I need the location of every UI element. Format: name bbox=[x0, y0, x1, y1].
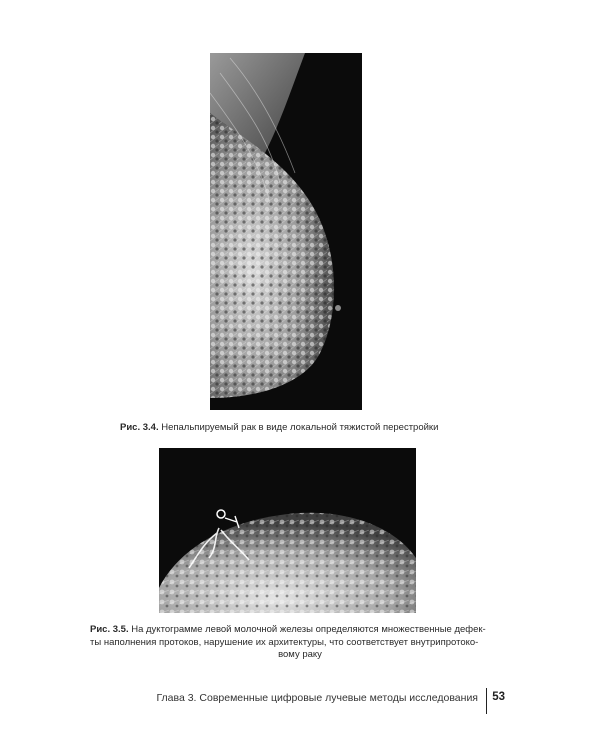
mammogram-image bbox=[210, 53, 362, 410]
figure-3-5-caption-line-2: ты наполнения протоков, нарушение их архитектуры, что соответствует внутрипротоко- bbox=[90, 636, 479, 648]
page-footer bbox=[156, 688, 505, 714]
figure-3-4-text: Непальпируемый рак в виде локальной тяжистой перестройки bbox=[161, 422, 439, 433]
figure-3-4-label: Рис. 3.4. bbox=[120, 422, 159, 433]
footer-divider bbox=[486, 688, 488, 714]
figure-3-5-caption bbox=[90, 624, 510, 662]
figure-3-4-caption bbox=[120, 422, 480, 435]
running-head: Глава 3. Современные цифровые лучевые методы исследования bbox=[156, 692, 478, 704]
figure-3-5-label: Рис. 3.5. bbox=[90, 624, 129, 635]
ductogram-graphic bbox=[159, 448, 416, 613]
figure-3-5-text-line-1: На дуктограмме левой молочной железы определяются множественные дефек- bbox=[131, 624, 486, 635]
page-number: 53 bbox=[492, 691, 505, 703]
mammogram-graphic bbox=[210, 53, 362, 410]
ductogram-image bbox=[159, 448, 416, 613]
figure-3-5-caption-line-1 bbox=[90, 624, 510, 637]
figure-3-5-caption-line-3: вому раку bbox=[278, 649, 322, 660]
